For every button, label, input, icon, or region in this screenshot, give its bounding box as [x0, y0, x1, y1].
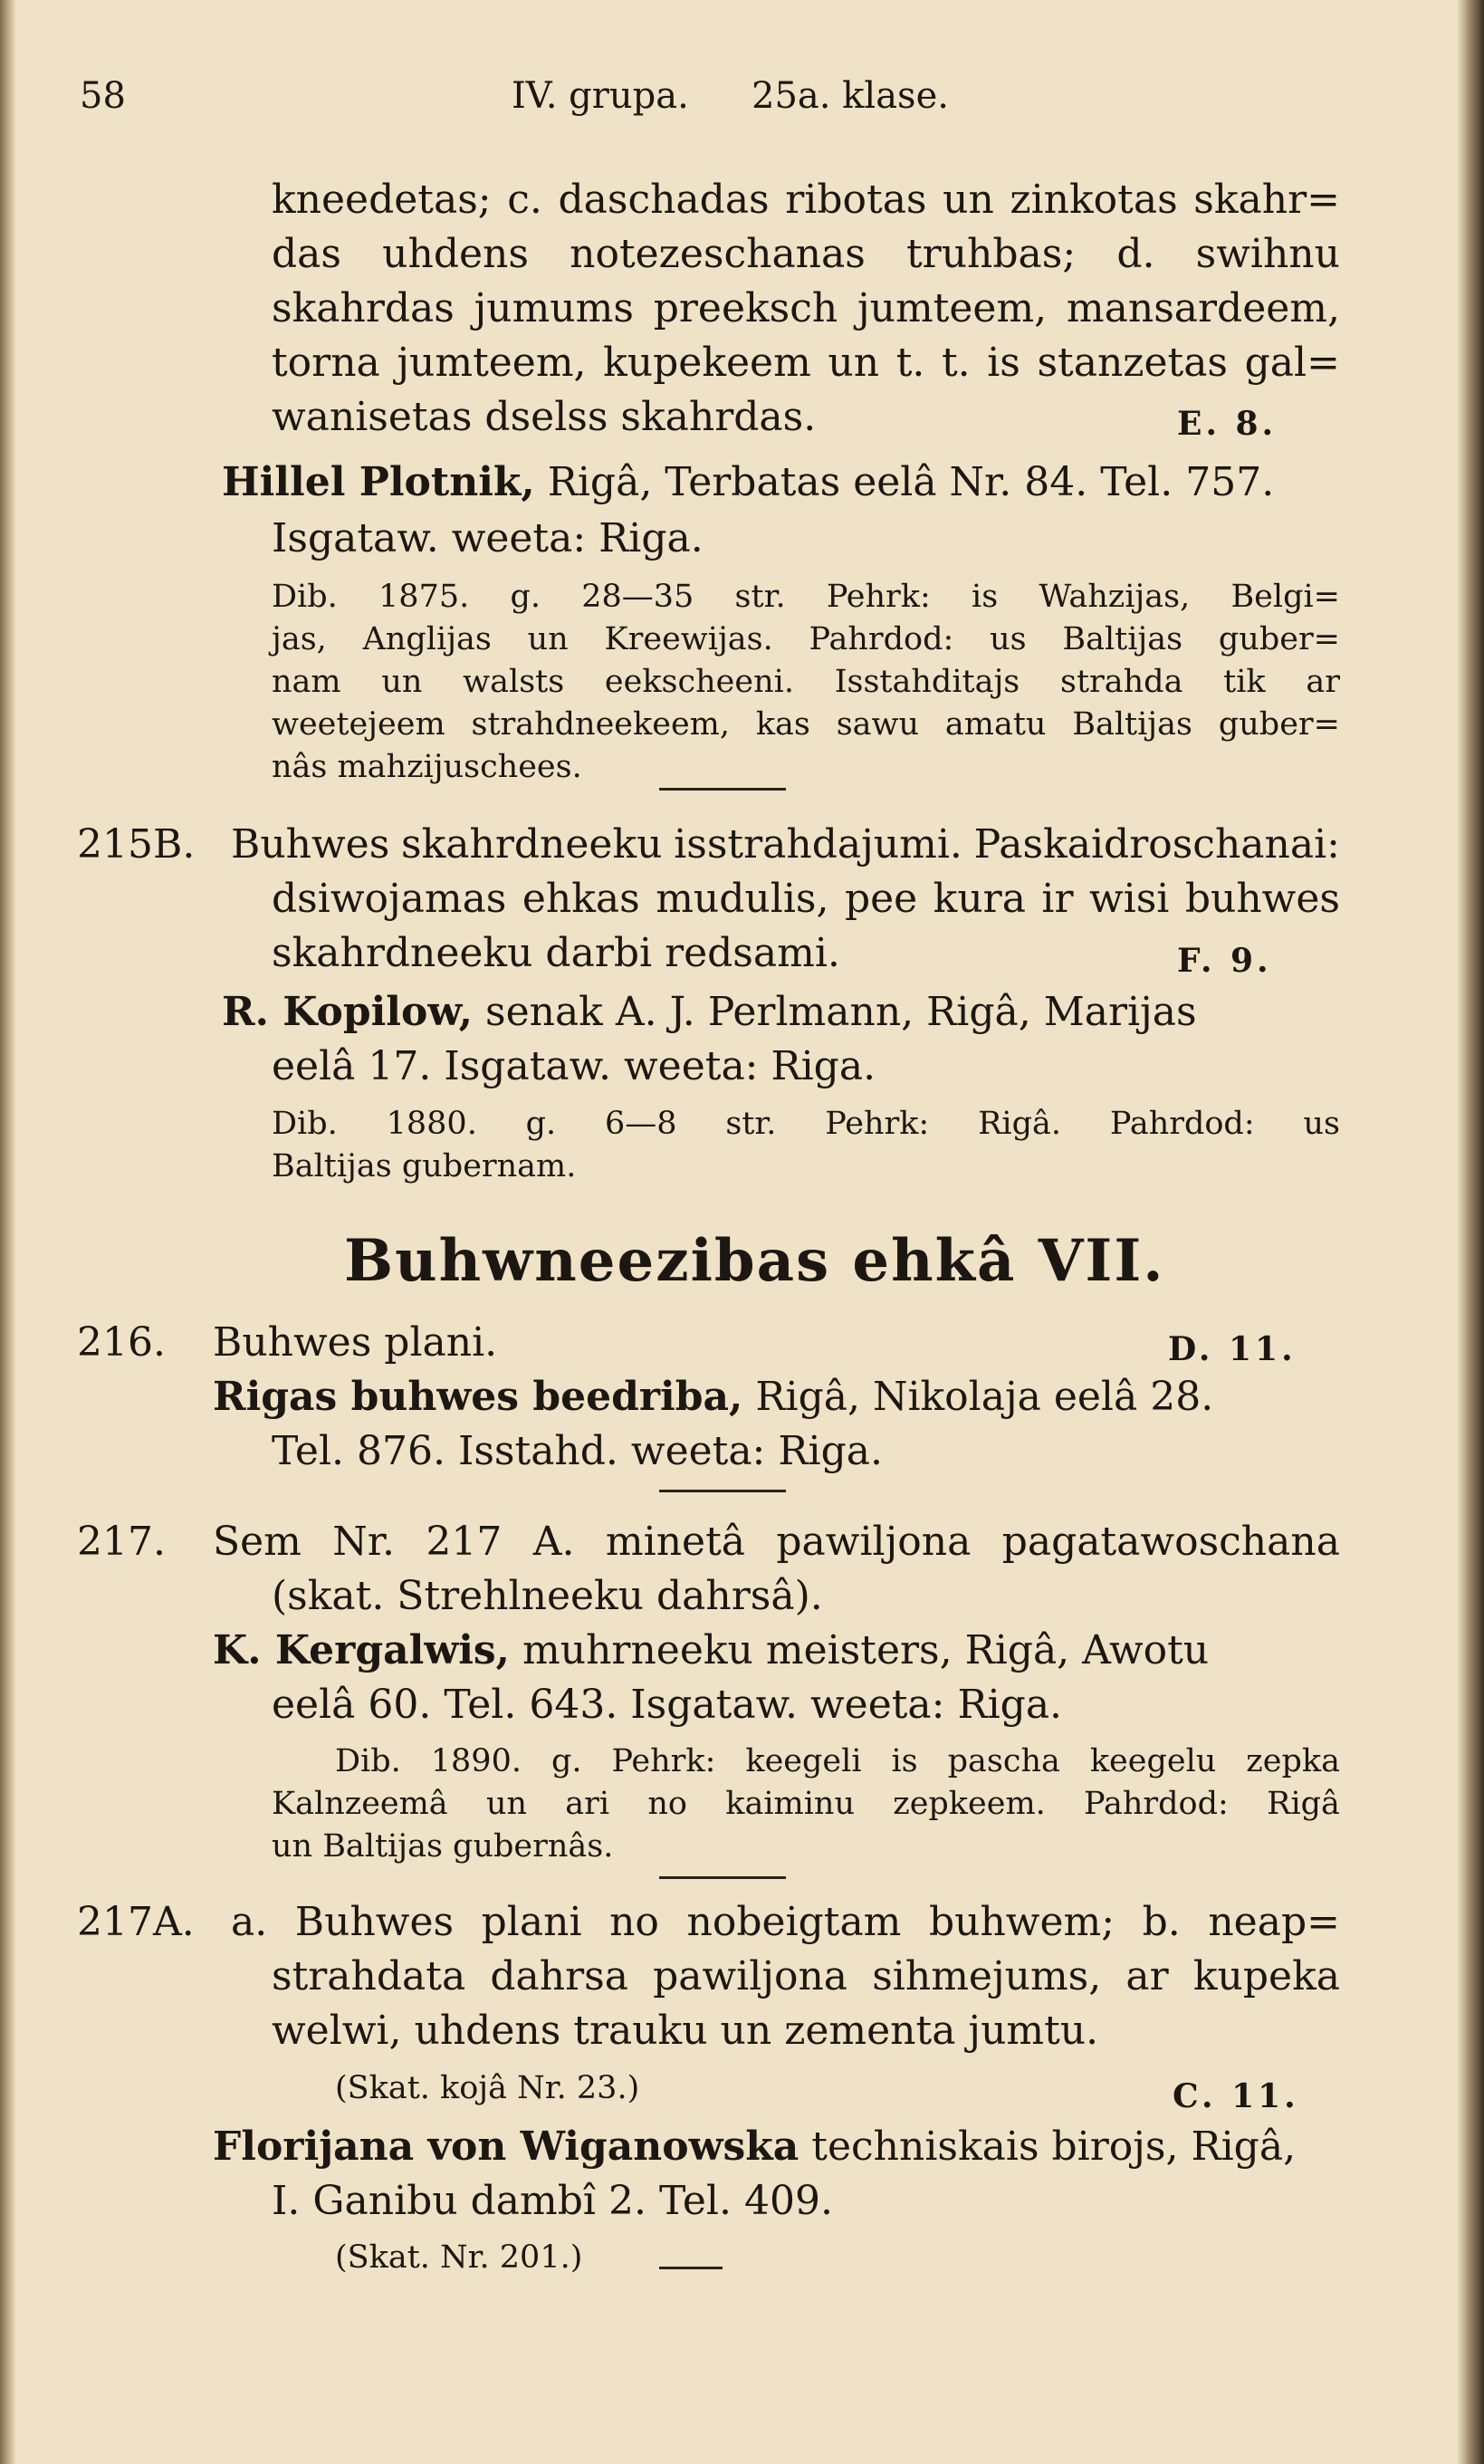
exhibitor-address-line: Isgataw. weeta: Riga. [272, 515, 704, 561]
details-line: nam un walsts eekscheeni. Isstahditajs strahda tik ar [272, 664, 1340, 700]
exhibitor-address: muhrneeku meisters, Rigâ, Awotu [522, 1627, 1210, 1673]
details-line: Kalnzeemâ un ari no kaiminu zepkeem. Pahrdod: Rigâ [272, 1786, 1340, 1822]
text-line: welwi, uhdens trauku un zementa jumtu. [272, 2008, 1099, 2054]
exhibitor-name: Rigas buhwes beedriba, [213, 1374, 743, 1420]
page-edge-right [1457, 0, 1484, 2464]
text-line: wanisetas dselss skahrdas. [272, 394, 817, 440]
details-line: Dib. 1880. g. 6—8 str. Pehrk: Rigâ. Pahrdod: us [272, 1106, 1340, 1142]
separator-rule [659, 1490, 786, 1492]
exhibitor-address-line: Tel. 876. Isstahd. weeta: Riga. [272, 1428, 883, 1474]
text-line: skahrdas jumums preeksch jumteem, mansardeem, [272, 285, 1340, 331]
entry-code: D. 11. [1168, 1330, 1297, 1368]
section-heading: Buhwneezibas ehkâ VII. [344, 1227, 1165, 1295]
text-line: (skat. Strehlneeku dahrsâ). [272, 1573, 823, 1619]
details-line: Dib. 1875. g. 28—35 str. Pehrk: is Wahzijas, Belgi= [272, 579, 1340, 615]
page-number: 58 [80, 75, 126, 117]
text-line: a. Buhwes plani no nobeigtam buhwem; b. neap= [231, 1899, 1340, 1945]
text-line: skahrdneeku darbi redsami. [272, 930, 840, 976]
text-line: dsiwojamas ehkas mudulis, pee kura ir wisi buhwes [272, 876, 1340, 922]
details-line: un Baltijas gubernâs. [272, 1828, 614, 1865]
text-line: torna jumteem, kupekeem un t. t. is stanzetas gal= [272, 340, 1340, 386]
page-edge-left [0, 0, 16, 2464]
reference-note: (Skat. kojâ Nr. 23.) [335, 2070, 640, 2106]
text-line: strahdata dahrsa pawiljona sihmejums, ar kupeka [272, 1953, 1340, 1999]
exhibitor-address-line: I. Ganibu dambî 2. Tel. 409. [272, 2178, 833, 2224]
entry-number: 217A. [77, 1899, 195, 1945]
separator-rule [659, 1876, 786, 1879]
separator-rule [659, 2267, 723, 2269]
entry-number: 217. [77, 1519, 166, 1565]
entry-code: C. 11. [1173, 2077, 1299, 2115]
entry-code: E. 8. [1177, 405, 1278, 443]
details-line: weetejeem strahdneekeem, kas sawu amatu Baltijas guber= [272, 706, 1340, 743]
exhibitor-address: Rigâ, Nikolaja eelâ 28. [755, 1374, 1214, 1420]
details-line: Dib. 1890. g. Pehrk: keegeli is pascha keegelu zepka [335, 1743, 1340, 1779]
text-line: Buhwes skahrdneeku isstrahdajumi. Paskaidroschanai: [231, 821, 1340, 868]
entry-number: 216. [77, 1319, 166, 1366]
exhibitor-address: techniskais birojs, Rigâ, [811, 2124, 1297, 2170]
details-line: nâs mahzijuschees. [272, 749, 582, 785]
exhibitor-address: Rigâ, Terbatas eelâ Nr. 84. Tel. 757. [547, 459, 1275, 505]
text-line: kneedetas; c. daschadas ribotas un zinkotas skahr= [272, 177, 1340, 223]
text-line: das uhdens notezeschanas truhbas; d. swihnu [272, 231, 1340, 277]
details-line: jas, Anglijas un Kreewijas. Pahrdod: us Baltijas guber= [272, 621, 1340, 657]
exhibitor-name: R. Kopilow, [222, 989, 473, 1035]
exhibitor-name: Hillel Plotnik, [222, 459, 535, 505]
exhibitor-name: K. Kergalwis, [213, 1627, 511, 1673]
klass-label: 25a. klase. [752, 75, 949, 117]
entry-title: Buhwes plani. [213, 1319, 498, 1366]
exhibitor-address-line: eelâ 60. Tel. 643. Isgataw. weeta: Riga. [272, 1682, 1063, 1728]
details-line: Baltijas gubernam. [272, 1148, 577, 1184]
exhibitor-address: senak A. J. Perlmann, Rigâ, Marijas [484, 989, 1197, 1035]
text-line: Sem Nr. 217 A. minetâ pawiljona pagatawoschana [213, 1519, 1340, 1565]
exhibitor-address-line: eelâ 17. Isgataw. weeta: Riga. [272, 1043, 876, 1089]
separator-rule [659, 788, 786, 791]
exhibitor-name: Florijana von Wiganowska [213, 2124, 799, 2170]
reference-note: (Skat. Nr. 201.) [335, 2239, 583, 2276]
group-label: IV. grupa. [512, 75, 689, 117]
entry-number: 215B. [77, 821, 196, 868]
entry-code: F. 9. [1177, 942, 1272, 980]
